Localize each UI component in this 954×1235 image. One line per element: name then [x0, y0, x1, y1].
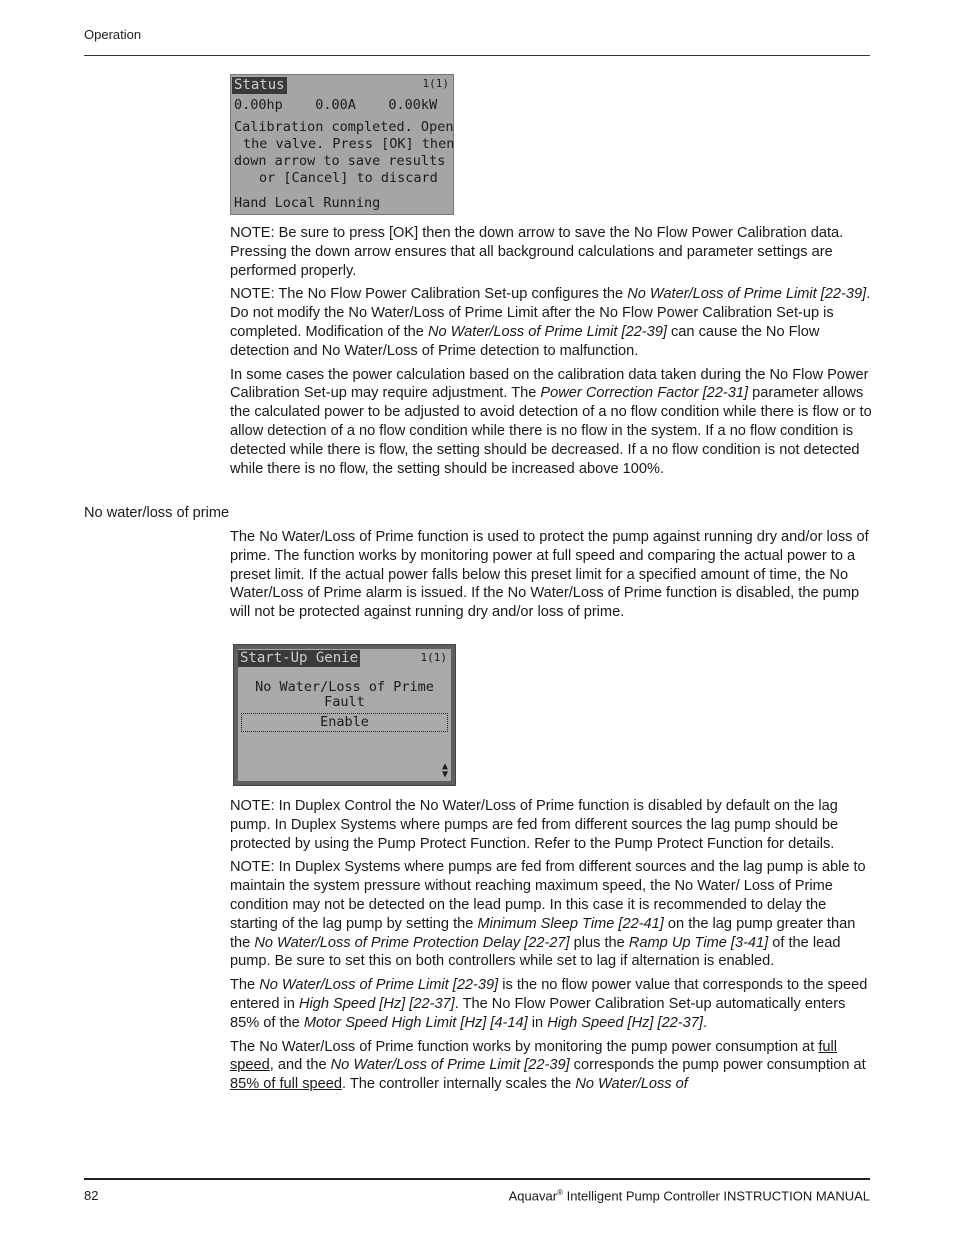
footer-rule	[84, 1178, 870, 1180]
note-paragraph: NOTE: The No Flow Power Calibration Set-up configures the No Water/Loss of Prime Limit [22-39]. Do not modify the No Water/Loss of Prime Limit after the No Flow Power Calibration Set-up is completed. Modification of the No Water/Loss of Prime Limit [22-39] can cause the No Flow detection and No Water/Loss of Prime detection to malfunction.	[230, 286, 871, 359]
note-paragraph: NOTE: In Duplex Systems where pumps are fed from different sources and the lag pump is able to maintain the system pressure without reaching maximum speed, the No Water/ Loss of Prime condition may not be detected on the lead pump. In this case it is recommended to delay the starting of the lag pump by setting the Minimum Sleep Time [22-41] on the lag pump greater than the No Water/Loss of Prime Protection Delay [22-27] plus the Ramp Up Time [3-41] of the lead pump. Be sure to set this on both controllers while set to lag if alternation is enabled.	[230, 859, 866, 970]
lcd-message-line: down arrow to save results	[234, 153, 446, 169]
menu-index-icon: 1(1)	[420, 651, 447, 664]
note-paragraph: NOTE: Be sure to press [OK] then the down arrow to save the No Flow Power Calibration data. Pressing the down arrow ensures that all background calculations and parameter settings are performed properly.	[230, 225, 844, 279]
lcd-parameter-name-cont: Fault	[324, 694, 365, 710]
lcd-display-area	[238, 649, 451, 781]
page-number: 82	[84, 1188, 99, 1203]
lcd-readings: 0.00hp 0.00A 0.00kW	[234, 97, 438, 113]
body-text-block-3	[230, 797, 872, 1099]
paragraph: In some cases the power calculation based on the calibration data taken during the No Flow Power Calibration Set-up may require adjustment. The Power Correction Factor [22-31] parameter allows the calculated power to be adjusted to avoid detection of a no flow condition while there is flow or to allow detection of a no flow condition while there is no flow in the system. If a no flow condition is detected while there is flow, the setting should be decreased. If a no flow condition is not detected while there is no flow, the setting should be increased above 100%.	[230, 366, 872, 477]
running-header: Operation	[84, 27, 142, 42]
manual-title-rest: Intelligent Pump Controller INSTRUCTION MANUAL	[562, 1188, 870, 1204]
manual-title	[509, 1188, 870, 1203]
menu-index-icon: 1(1)	[422, 77, 449, 90]
lcd-message-line: Calibration completed. Open	[234, 119, 454, 135]
lcd-status-line: Hand Local Running	[234, 195, 381, 211]
lcd-status-screen	[230, 74, 454, 215]
paragraph: The No Water/Loss of Prime Limit [22-39] is the no flow power value that corresponds to the speed entered in High Speed [Hz] [22-37]. The No Flow Power Calibration Set-up automatically enters 85% of the Motor Speed High Limit [Hz] [4-14] in High Speed [Hz] [22-37].	[230, 977, 868, 1031]
body-text-block-1	[230, 224, 872, 483]
manual-title-brand: Aquavar	[508, 1188, 558, 1204]
header-rule	[84, 55, 870, 56]
lcd-message-line: the valve. Press [OK] then	[243, 136, 455, 152]
lcd-title: Start-Up Genie	[240, 650, 359, 666]
lcd-title: Status	[234, 77, 285, 93]
paragraph: The No Water/Loss of Prime function works by monitoring the pump power consumption at full speed, and the No Water/Loss of Prime Limit [22-39] corresponds the pump power consumption at 85% of full speed. The controller internally scales the No Water/Loss of	[230, 1038, 866, 1093]
registered-mark: ®	[557, 1188, 563, 1197]
up-down-arrows-icon: ▲ ▼	[441, 761, 448, 780]
body-text-block-2	[230, 528, 872, 627]
lcd-parameter-name: No Water/Loss of Prime	[255, 679, 434, 695]
lcd-value-field: Enable	[241, 713, 448, 732]
paragraph: The No Water/Loss of Prime function is used to protect the pump against running dry and/or loss of prime. The function works by monitoring power at full speed and comparing the actual power to a preset limit. If the actual power falls below this preset limit for a specified amount of time, the No Water/Loss of Prime alarm is issued. If the No Water/Loss of Prime function is disabled, the pump will not be protected against running dry and/or loss of prime.	[230, 529, 869, 621]
lcd-startup-genie-screen	[233, 644, 456, 786]
section-heading: No water/loss of prime	[84, 505, 230, 521]
note-paragraph: NOTE: In Duplex Control the No Water/Loss of Prime function is disabled by default on the lag pump. In Duplex Systems where pumps are fed from different sources the lag pump should be protected by using the Pump Protect Function. Refer to the Pump Protect Function for details.	[230, 798, 839, 852]
lcd-message-line: or [Cancel] to discard	[259, 170, 438, 186]
